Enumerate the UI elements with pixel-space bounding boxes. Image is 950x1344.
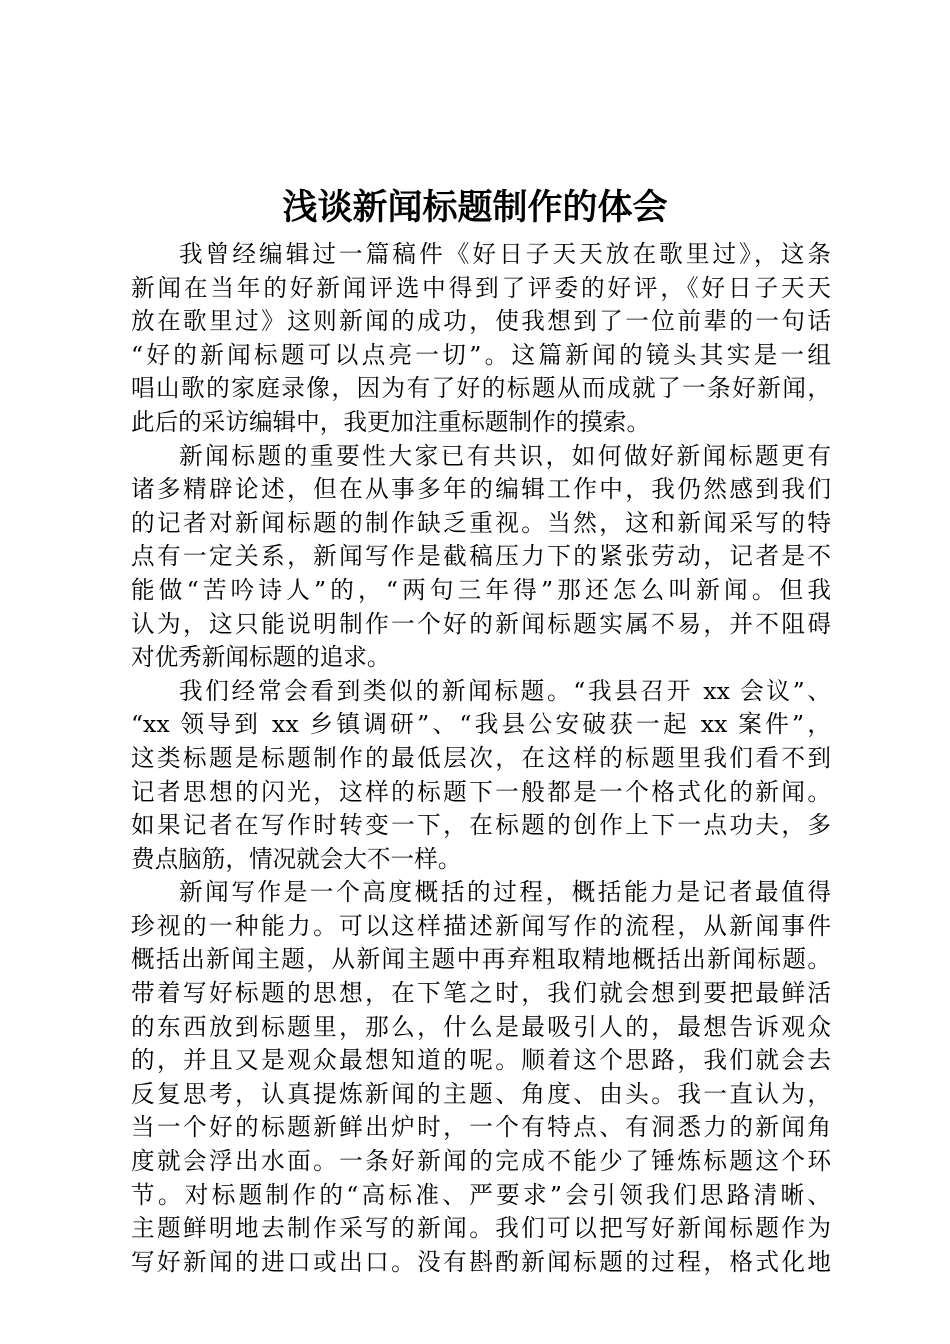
text-line: 能做“苦吟诗人”的，“两句三年得”那还怎么叫新闻。但我 (131, 575, 831, 604)
document-title: 浅谈新闻标题制作的体会 (282, 187, 668, 228)
paragraph-2 (131, 440, 831, 675)
text-line: 写好新闻的进口或出口。没有斟酌新闻标题的过程，格式化地 (131, 1247, 831, 1276)
text-line: 的东西放到标题里，那么，什么是最吸引人的，最想告诉观众 (131, 1012, 831, 1041)
paragraph-4 (131, 876, 831, 1279)
text-line: 节。对标题制作的“高标准、严要求”会引领我们思路清晰、 (131, 1180, 831, 1209)
text-line: 此后的采访编辑中，我更加注重标题制作的摸索。 (131, 407, 651, 436)
text-line: 这类标题是标题制作的最低层次，在这样的标题里我们看不到 (131, 743, 831, 772)
text-line: 概括出新闻主题，从新闻主题中再弃粗取精地概括出新闻标题。 (131, 945, 831, 974)
text-line: “xx 领导到 xx 乡镇调研”、“我县公安破获一起 xx 案件”， (131, 710, 831, 739)
text-line: 如果记者在写作时转变一下，在标题的创作上下一点功夫，多 (131, 811, 831, 840)
text-line: 新闻写作是一个高度概括的过程，概括能力是记者最值得 (179, 878, 831, 907)
text-line: 费点脑筋，情况就会大不一样。 (131, 844, 462, 873)
text-line: 我们经常会看到类似的新闻标题。“我县召开 xx 会议”、 (179, 676, 831, 705)
text-line: 放在歌里过》这则新闻的成功，使我想到了一位前辈的一句话 (131, 307, 831, 336)
text-line: “好的新闻标题可以点亮一切”。这篇新闻的镜头其实是一组 (131, 340, 831, 369)
text-line: 唱山歌的家庭录像，因为有了好的标题从而成就了一条好新闻， (131, 374, 831, 403)
text-line: 当一个好的标题新鲜出炉时，一个有特点、有洞悉力的新闻角 (131, 1113, 831, 1142)
text-line: 的记者对新闻标题的制作缺乏重视。当然，这和新闻采写的特 (131, 508, 831, 537)
text-line: 诸多精辟论述，但在从事多年的编辑工作中，我仍然感到我们 (131, 475, 831, 504)
text-line: 记者思想的闪光，这样的标题下一般都是一个格式化的新闻。 (131, 777, 831, 806)
text-line: 我曾经编辑过一篇稿件《好日子天天放在歌里过》，这条 (179, 240, 831, 268)
paragraph-3 (131, 675, 831, 877)
document-body (131, 238, 831, 1279)
text-line: 带着写好标题的思想，在下笔之时，我们就会想到要把最鲜活 (131, 979, 831, 1008)
text-line: 主题鲜明地去制作采写的新闻。我们可以把写好新闻标题作为 (131, 1214, 831, 1243)
text-line: 点有一定关系，新闻写作是截稿压力下的紧张劳动，记者是不 (131, 542, 831, 571)
text-line: 珍视的一种能力。可以这样描述新闻写作的流程，从新闻事件 (131, 911, 831, 940)
text-line: 对优秀新闻标题的追求。 (131, 643, 391, 672)
text-line: 度就会浮出水面。一条好新闻的完成不能少了锤炼标题这个环 (131, 1147, 831, 1176)
text-line: 认为，这只能说明制作一个好的新闻标题实属不易，并不阻碍 (131, 609, 831, 638)
paragraph-1 (131, 238, 831, 440)
text-line: 反复思考，认真提炼新闻的主题、角度、由头。我一直认为， (131, 1079, 831, 1108)
text-line: 新闻在当年的好新闻评选中得到了评委的好评，《好日子天天 (131, 273, 831, 302)
text-line: 新闻标题的重要性大家已有共识，如何做好新闻标题更有 (179, 441, 831, 470)
text-line: 的，并且又是观众最想知道的呢。顺着这个思路，我们就会去 (131, 1046, 831, 1075)
